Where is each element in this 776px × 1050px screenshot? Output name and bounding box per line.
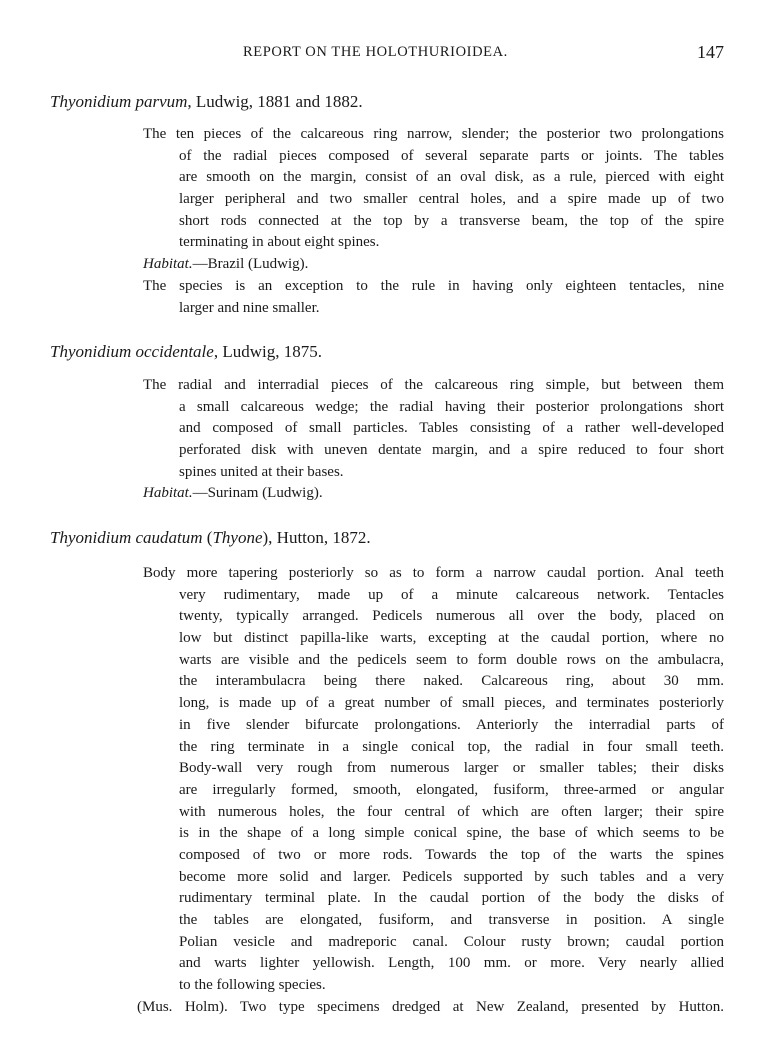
text-line — [143, 124, 724, 146]
line-text: the interambulacra being there naked. Calcareous ring, about 30 mm. — [179, 673, 724, 690]
title-part: ), Hutton, 1872. — [262, 528, 371, 547]
text-line — [179, 628, 724, 650]
text-line — [179, 671, 724, 693]
line-text: (Mus. Holm). Two type specimens dredged at New Zealand, presented by Hutton. — [137, 998, 724, 1015]
species-title — [50, 528, 371, 548]
line-text: —Surinam (Ludwig). — [192, 485, 323, 502]
line-text: to the following species. — [179, 977, 326, 994]
line-text: The species is an exception to the rule in having only eighteen tentacles, nine — [143, 277, 724, 294]
text-line — [179, 462, 724, 484]
text-line — [179, 867, 724, 889]
text-line — [179, 585, 724, 607]
line-text: composed of two or more rods. Towards the top of the warts the spines — [179, 846, 724, 863]
line-text: larger and nine smaller. — [179, 299, 320, 316]
title-italic-part: Thyone — [212, 528, 263, 547]
title-italic-part: Thyonidium occidentale — [50, 342, 214, 361]
habitat-label: Habitat. — [143, 485, 193, 502]
title-part: ( — [202, 528, 213, 547]
line-text: rudimentary terminal plate. In the caudal portion of the body the disks of — [179, 890, 724, 907]
text-line — [179, 932, 724, 954]
line-text: spines united at their bases. — [179, 463, 344, 480]
line-text: a small calcareous wedge; the radial having their posterior prolongations short — [179, 398, 724, 415]
page-number: 147 — [697, 42, 724, 62]
line-text: Body more tapering posteriorly so as to form a narrow caudal portion. Anal teeth — [143, 565, 724, 581]
line-text: perforated disk with uneven dentate margin, and a spire reduced to four short — [179, 442, 724, 459]
line-text: the tables are elongated, fusiform, and transverse in position. A single — [179, 912, 724, 928]
line-text: Polian vesicle and madreporic canal. Colour rusty brown; caudal portion — [179, 933, 724, 950]
species-description — [137, 563, 724, 1018]
line-text: The radial and interradial pieces of the calcareous ring simple, but between them — [143, 377, 724, 393]
text-line — [179, 802, 724, 824]
text-line — [179, 845, 724, 867]
line-text: terminating in about eight spines. — [179, 234, 380, 251]
title-part: , Ludwig, 1881 and 1882. — [187, 92, 363, 111]
line-text: of the radial pieces composed of several separate parts or joints. The tables — [179, 147, 724, 164]
text-line — [179, 440, 724, 462]
text-line — [179, 650, 724, 672]
line-text: warts are visible and the pedicels seem to form double rows on the ambulacra, — [179, 651, 724, 668]
text-line — [179, 737, 724, 759]
text-line — [179, 975, 724, 997]
text-line — [179, 888, 724, 910]
text-line — [179, 715, 724, 737]
text-line — [179, 211, 724, 233]
species-title — [50, 342, 322, 362]
habitat-line — [143, 254, 724, 276]
text-line — [179, 167, 724, 189]
line-text: are smooth on the margin, consist of an oval disk, as a rule, pierced with eight — [179, 169, 724, 186]
text-line — [179, 823, 724, 845]
text-line — [179, 189, 724, 211]
title-part: , Ludwig, 1875. — [213, 342, 322, 361]
line-text: and warts lighter yellowish. Length, 100 mm. or more. Very nearly allied — [179, 955, 724, 972]
text-line — [179, 758, 724, 780]
text-line — [179, 146, 724, 168]
text-line — [137, 997, 724, 1019]
line-text: become more solid and larger. Pedicels supported by such tables and a very — [179, 868, 724, 885]
line-text: The ten pieces of the calcareous ring narrow, slender; the posterior two prolongations — [143, 126, 724, 142]
title-italic-part: Thyonidium parvum — [50, 92, 188, 111]
species-description — [143, 124, 724, 319]
line-text: larger peripheral and two smaller central holes, and a spire made up of two — [179, 191, 724, 208]
line-text: —Brazil (Ludwig). — [192, 256, 309, 273]
text-line — [179, 418, 724, 440]
text-line — [143, 375, 724, 397]
text-line — [143, 276, 724, 298]
text-line — [179, 298, 724, 320]
text-line — [143, 563, 724, 585]
line-text: very rudimentary, made up of a minute calcareous network. Tentacles — [179, 586, 724, 603]
text-line — [179, 953, 724, 975]
line-text: are irregularly formed, smooth, elongated, fusiform, three-armed or angular — [179, 781, 724, 798]
habitat-line — [143, 483, 724, 505]
text-line — [179, 910, 724, 932]
text-line — [179, 606, 724, 628]
species-title — [50, 92, 363, 112]
line-text: short rods connected at the top by a transverse beam, the top of the spire — [179, 212, 724, 229]
title-italic-part: Thyonidium caudatum — [50, 528, 203, 547]
line-text: is in the shape of a long simple conical spine, the base of which seems to be — [179, 825, 724, 842]
line-text: long, is made up of a great number of small pieces, and terminates posteriorly — [179, 695, 724, 712]
line-text: in five slender bifurcate prolongations. Anteriorly the interradial parts of — [179, 716, 724, 733]
text-line — [179, 693, 724, 715]
line-text: with numerous holes, the four central of which are often larger; their spire — [179, 803, 724, 820]
text-line — [179, 397, 724, 419]
line-text: Body-wall very rough from numerous larger or smaller tables; their disks — [179, 760, 724, 777]
habitat-label: Habitat. — [143, 256, 193, 273]
line-text: and composed of small particles. Tables consisting of a rather well-developed — [179, 420, 724, 437]
text-line — [179, 780, 724, 802]
species-description — [143, 375, 724, 505]
running-title: REPORT ON THE HOLOTHURIOIDEA. — [243, 44, 508, 60]
line-text: twenty, typically arranged. Pedicels numerous all over the body, placed on — [179, 608, 724, 625]
text-line — [179, 232, 724, 254]
line-text: the ring terminate in a single conical top, the radial in four small teeth. — [179, 738, 724, 755]
running-header — [0, 44, 776, 68]
line-text: low but distinct papilla-like warts, excepting at the caudal portion, where no — [179, 630, 724, 647]
